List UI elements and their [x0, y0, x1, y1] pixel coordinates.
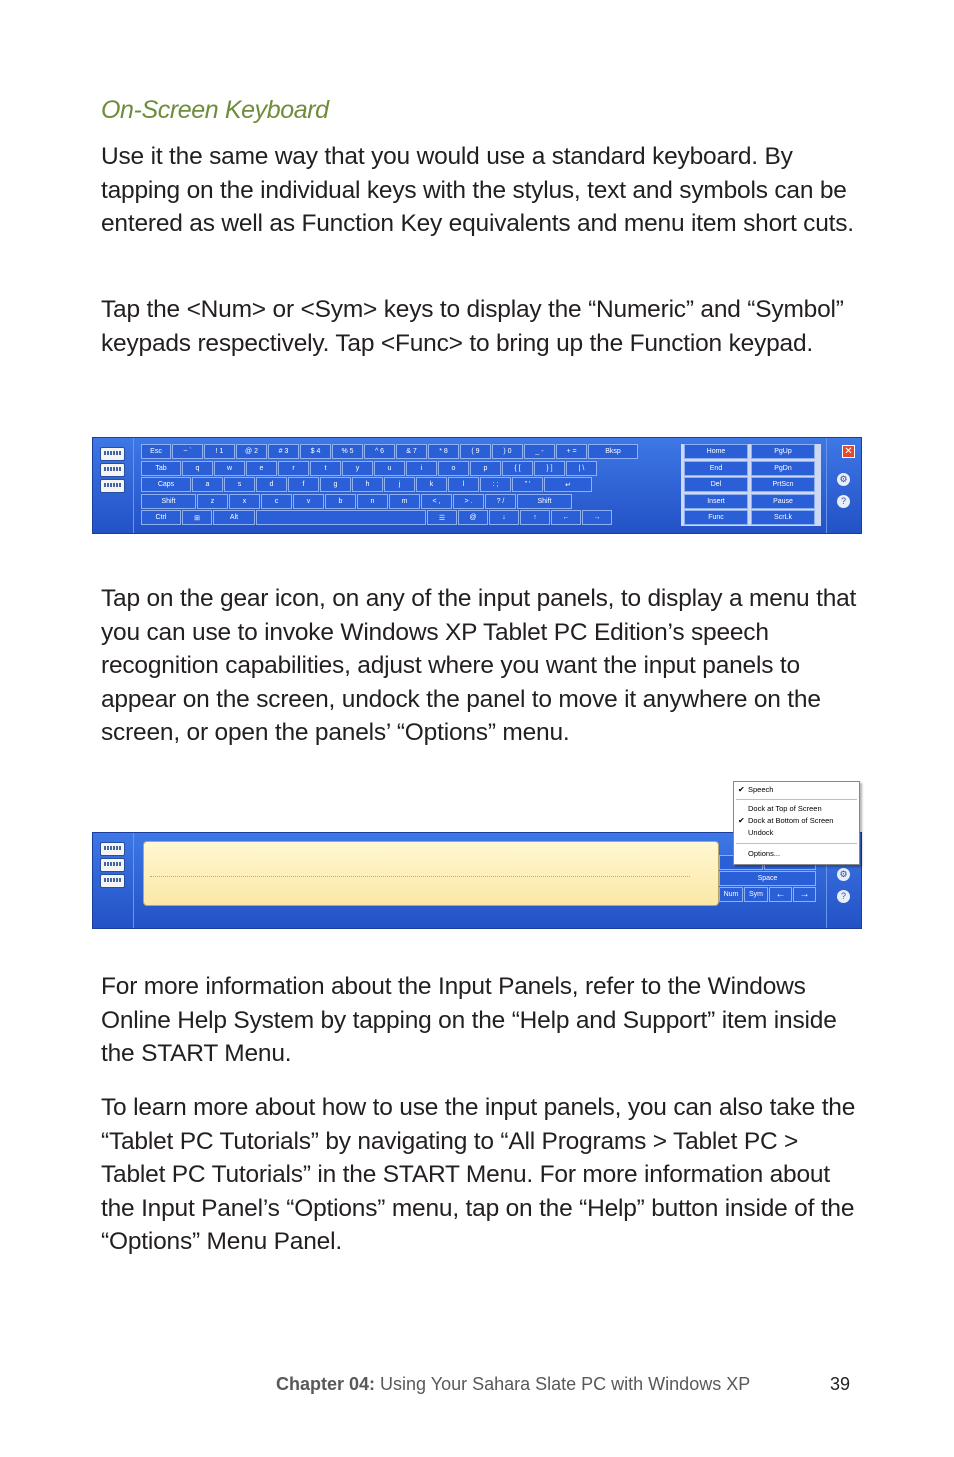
num-key[interactable]: Num [719, 887, 743, 902]
key[interactable]: s [224, 477, 255, 492]
panel-switcher [93, 438, 134, 533]
key[interactable]: l [448, 477, 479, 492]
key[interactable]: ☰ [427, 510, 457, 525]
gear-icon[interactable]: ⚙ [837, 473, 850, 486]
page-footer [276, 1374, 750, 1395]
menu-separator [736, 843, 857, 844]
key[interactable]: e [246, 461, 277, 476]
function-key[interactable]: End [684, 461, 748, 476]
key[interactable]: p [470, 461, 501, 476]
function-key[interactable]: Func [684, 510, 748, 525]
function-key-row [684, 461, 815, 476]
paragraph-help: For more information about the Input Panels, refer to the Windows Online Help System by tapping on the “Help and Support” item inside the START Menu. [101, 973, 837, 1067]
key[interactable]: r [278, 461, 309, 476]
panel-switcher [93, 833, 134, 928]
help-icon[interactable]: ? [837, 495, 850, 508]
function-key-row [684, 477, 815, 492]
function-key[interactable]: PgDn [751, 461, 815, 476]
menu-item-undock[interactable]: Undock [748, 828, 774, 837]
key[interactable]: + = [556, 444, 587, 459]
main-keys [141, 444, 679, 526]
keyboard-panel-screenshot [92, 437, 862, 534]
key[interactable]: $ 4 [300, 444, 331, 459]
key[interactable]: ? / [485, 494, 516, 509]
input-switch-button[interactable] [100, 479, 125, 493]
space-key[interactable]: Space [719, 871, 816, 886]
paragraph-keypads: Tap the <Num> or <Sym> keys to display the “Numeric” and “Symbol” keypads respectively. Tap <Func> to bring up the Function keypad. [101, 296, 844, 357]
key[interactable]: v [293, 494, 324, 509]
key[interactable]: ) 0 [492, 444, 523, 459]
key[interactable]: } ] [534, 461, 565, 476]
key[interactable]: Shift [141, 494, 196, 509]
key[interactable]: " ' [512, 477, 543, 492]
function-key[interactable]: Pause [751, 494, 815, 509]
check-icon: ✔ [738, 785, 745, 794]
function-key[interactable]: ScrLk [751, 510, 815, 525]
key[interactable]: a [192, 477, 223, 492]
function-key[interactable]: Del [684, 477, 748, 492]
key[interactable]: q [182, 461, 213, 476]
keyboard-row [141, 510, 679, 525]
key[interactable]: → [582, 510, 612, 525]
key[interactable]: & 7 [396, 444, 427, 459]
key[interactable]: { [ [502, 461, 533, 476]
key[interactable]: f [288, 477, 319, 492]
paragraph-intro: Use it the same way that you would use a standard keyboard. By tapping on the individual keys with the stylus, text and symbols can be entered as well as Function Key equivalents and menu item short cuts. [101, 143, 854, 237]
key[interactable]: o [438, 461, 469, 476]
keyboard-row [141, 461, 679, 476]
key[interactable]: k [416, 477, 447, 492]
sym-key[interactable]: Sym [744, 887, 768, 902]
key[interactable]: i [406, 461, 437, 476]
gear-menu [733, 781, 860, 865]
chapter-title: Using Your Sahara Slate PC with Windows XP [375, 1374, 751, 1394]
key[interactable]: ↓ [489, 510, 519, 525]
key[interactable]: ^ 6 [364, 444, 395, 459]
writing-pad-button[interactable] [100, 447, 125, 461]
chapter-label: Chapter 04: [276, 1374, 376, 1394]
keyboard-button[interactable] [100, 463, 125, 477]
key[interactable]: b [325, 494, 356, 509]
function-key-row [684, 494, 815, 509]
menu-item-dock-bottom[interactable]: Dock at Bottom of Screen [748, 816, 834, 825]
key[interactable]: Shift [517, 494, 572, 509]
menu-item-speech[interactable]: Speech [748, 785, 774, 794]
keyboard-button[interactable] [100, 858, 125, 872]
function-key[interactable]: Insert [684, 494, 748, 509]
key[interactable]: Ctrl [141, 510, 181, 525]
key[interactable]: d [256, 477, 287, 492]
function-key-row [684, 510, 815, 525]
menu-item-dock-top[interactable]: Dock at Top of Screen [748, 804, 822, 813]
key[interactable]: * 8 [428, 444, 459, 459]
function-key-row [684, 444, 815, 459]
page-number: 39 [830, 1374, 851, 1394]
function-key[interactable]: PgUp [751, 444, 815, 459]
check-icon: ✔ [738, 816, 745, 825]
writing-pad-button[interactable] [100, 842, 125, 856]
keyboard-row [141, 477, 679, 492]
help-icon[interactable]: ? [837, 890, 850, 903]
key[interactable]: Caps [141, 477, 191, 492]
key[interactable]: u [374, 461, 405, 476]
close-icon[interactable]: ✕ [842, 445, 855, 458]
keyboard-row [141, 494, 679, 509]
section-heading: On-Screen Keyboard [101, 96, 329, 124]
key[interactable]: Alt [213, 510, 255, 525]
key[interactable]: g [320, 477, 351, 492]
key[interactable]: ~ ` [172, 444, 203, 459]
left-arrow-key[interactable]: ← [769, 887, 792, 902]
function-key[interactable]: PrtScn [751, 477, 815, 492]
key[interactable]: ! 1 [204, 444, 235, 459]
paragraph-gear: Tap on the gear icon, on any of the input panels, to display a menu that you can use to invoke Windows XP Tablet PC Edition’s speech recognition capabilities, adjust where you want the input panels to appear on the screen, undock the panel to move it anywhere on the screen, or open the panels’ “Options” menu. [101, 585, 857, 746]
key[interactable]: x [229, 494, 260, 509]
key[interactable]: y [342, 461, 373, 476]
key[interactable]: Esc [141, 444, 171, 459]
key[interactable]: ← [551, 510, 581, 525]
right-arrow-key[interactable]: → [793, 887, 816, 902]
key[interactable]: w [214, 461, 245, 476]
writing-area[interactable] [143, 841, 719, 906]
key[interactable] [256, 510, 426, 525]
key[interactable]: @ [458, 510, 488, 525]
function-key[interactable]: Home [684, 444, 748, 459]
key[interactable]: @ 2 [236, 444, 267, 459]
gear-icon[interactable]: ⚙ [837, 868, 850, 881]
input-switch-button[interactable] [100, 874, 125, 888]
key[interactable]: c [261, 494, 292, 509]
key[interactable]: h [352, 477, 383, 492]
key[interactable]: ↑ [520, 510, 550, 525]
key[interactable]: Tab [141, 461, 181, 476]
menu-item-options[interactable]: Options... [748, 849, 781, 858]
key[interactable]: % 5 [332, 444, 363, 459]
key[interactable]: | \ [566, 461, 597, 476]
menu-separator [736, 799, 857, 800]
key[interactable]: # 3 [268, 444, 299, 459]
key[interactable]: m [389, 494, 420, 509]
key[interactable]: ⊞ [182, 510, 212, 525]
key[interactable]: > . [453, 494, 484, 509]
key[interactable]: Bksp [588, 444, 638, 459]
key[interactable]: j [384, 477, 415, 492]
key[interactable]: z [197, 494, 228, 509]
key[interactable]: ( 9 [460, 444, 491, 459]
key[interactable]: < , [421, 494, 452, 509]
keyboard-row [141, 444, 679, 459]
key[interactable]: n [357, 494, 388, 509]
paragraph-tutorials: To learn more about how to use the input panels, you can also take the “Tablet PC Tutorials” by navigating to “All Programs > Tablet PC > Tablet PC Tutorials” in the START Menu. For more information about the Input Panel’s “Options” menu, tap on the “Help” button inside of the “Options” Menu Panel. [101, 1094, 856, 1255]
function-keys [681, 444, 821, 526]
key[interactable]: t [310, 461, 341, 476]
key[interactable]: _ - [524, 444, 555, 459]
key[interactable]: : ; [480, 477, 511, 492]
key[interactable]: ↵ [544, 477, 592, 492]
